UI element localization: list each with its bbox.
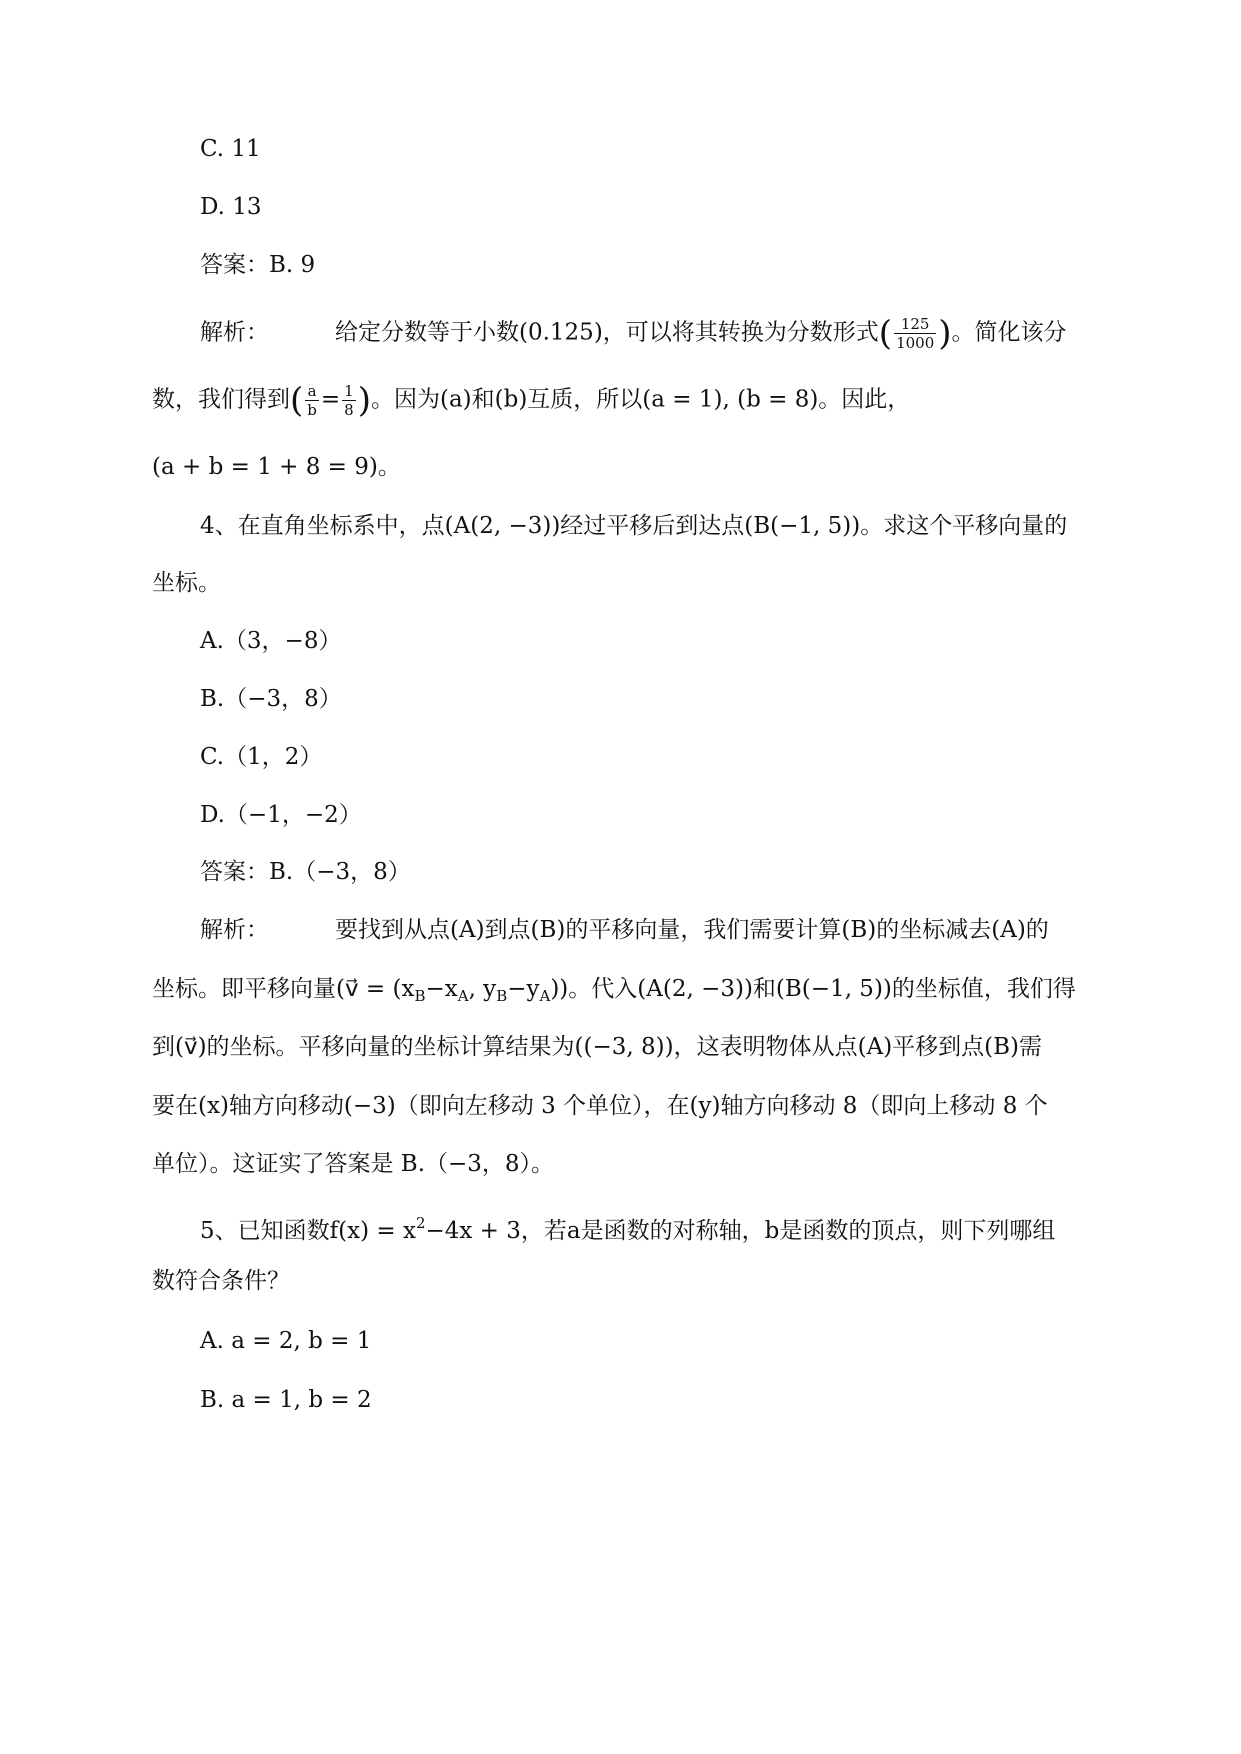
fraction: $\frac{1}{8}$ — [344, 382, 354, 419]
analysis-text: 给定分数等于小数(0.125)，可以将其转换为分数形式 — [335, 319, 879, 346]
q3-option-c: C. 11 — [200, 136, 261, 162]
q5-option-a: A. a = 2, b = 1 — [200, 1328, 372, 1354]
q4-stem-line-1: 4、在直角坐标系中，点(A(2, −3))经过平移后到达点(B(−1, 5))。求这个平移向量的 — [200, 513, 1068, 539]
q4-option-d: D.（−1，−2） — [200, 802, 362, 828]
fraction: $\frac{125}{1000}$ — [896, 315, 935, 352]
q3-analysis-line-3: (a + b = 1 + 8 = 9)。 — [152, 454, 401, 480]
q3-answer: 答案：B. 9 — [200, 252, 316, 278]
q4-analysis-line-1: 解析： 要找到从点(A)到点(B)的平移向量，我们需要计算(B)的坐标减去(A)的 — [200, 917, 1049, 943]
q5-stem-line-1: 5、已知函数$f(x) = x^2-4x + 3$，若a是函数的对称轴，b是函数的顶点，则下列哪组 — [200, 1214, 1056, 1244]
q3-analysis-line-2: 数，我们得到( $\frac{a}{b}$ = $\frac{1}{8}$ )。因为(a)和(b)互质，所以(a = 1), (b = 8)。因此， — [152, 380, 911, 421]
q4-option-c: C.（1，2） — [200, 744, 323, 770]
q4-option-b: B.（−3，8） — [200, 686, 342, 712]
q4-analysis-line-2: 坐标。即平移向量(v⃗ = ($x_B-x_A$, $y_B-y_A$))。代入(A(2, −3))和(B(−1, 5))的坐标值，我们得 — [152, 976, 1076, 1005]
analysis-label: 解析： — [200, 319, 269, 346]
q4-analysis-line-3: 到(v⃗)的坐标。平移向量的坐标计算结果为((−3, 8))，这表明物体从点(A)平移到点(B)需 — [152, 1034, 1043, 1060]
q5-stem-line-2: 数符合条件？ — [152, 1268, 290, 1294]
q3-option-d: D. 13 — [200, 194, 262, 220]
q4-analysis-line-5: 单位）。这证实了答案是 B.（−3，8）。 — [152, 1151, 555, 1177]
q4-answer: 答案：B.（−3，8） — [200, 859, 411, 885]
q4-stem-line-2: 坐标。 — [152, 570, 221, 596]
analysis-label: 解析： — [200, 917, 269, 943]
q4-analysis-line-4: 要在(x)轴方向移动(−3)（即向左移动 3 个单位），在(y)轴方向移动 8（即向上移动 8 个 — [152, 1093, 1048, 1119]
q4-option-a: A.（3，−8） — [200, 628, 342, 654]
q5-option-b: B. a = 1, b = 2 — [200, 1387, 372, 1413]
fraction: $\frac{a}{b}$ — [307, 382, 317, 419]
q3-analysis-line-1: 解析： 给定分数等于小数(0.125)，可以将其转换为分数形式( $\frac{125}{1000}$ )。简化该分 — [200, 313, 1067, 354]
